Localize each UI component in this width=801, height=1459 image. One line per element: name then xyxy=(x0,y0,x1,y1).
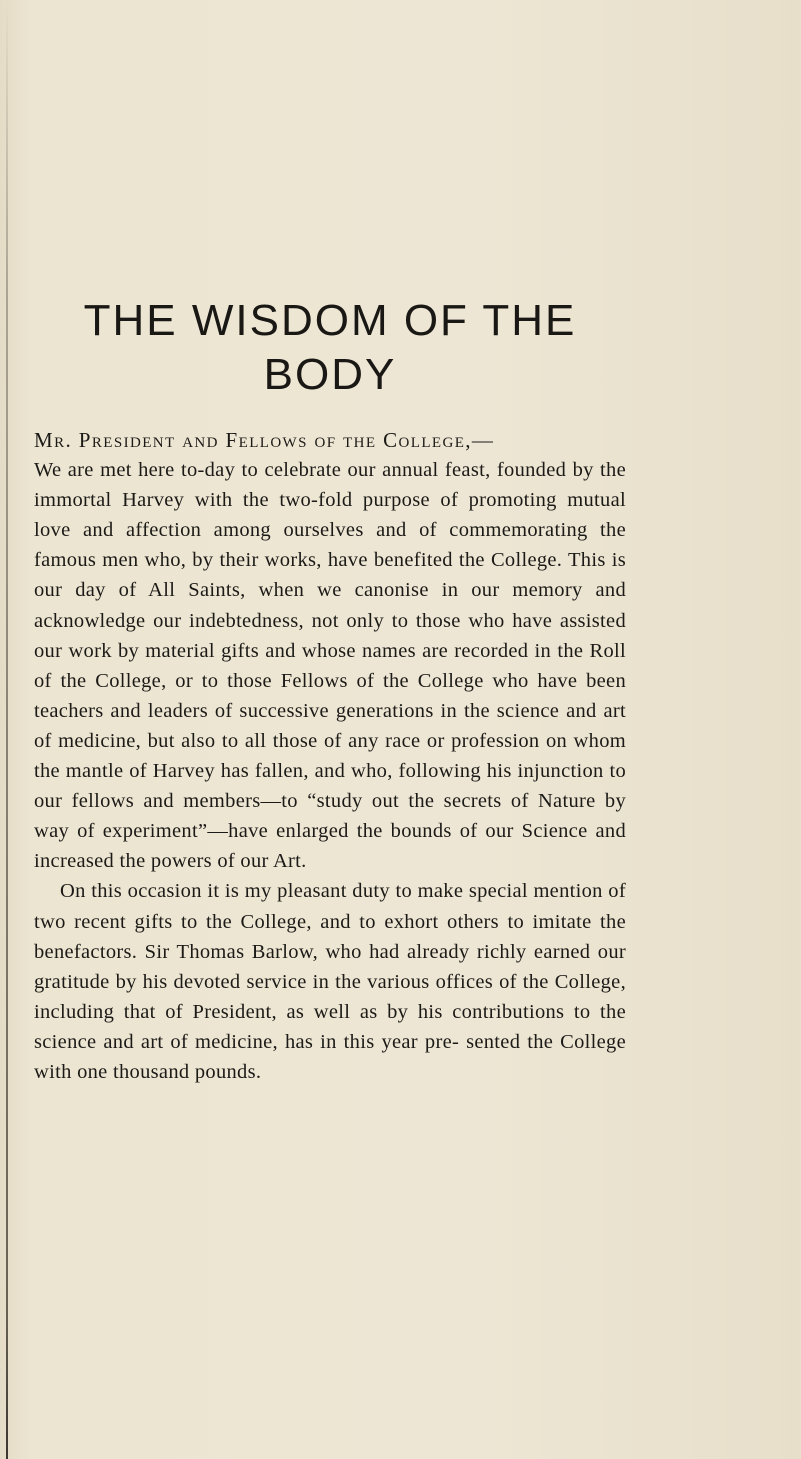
salutation: Mr. President and Fellows of the College,— xyxy=(34,428,495,452)
chapter-title-line-2: BODY xyxy=(263,350,397,399)
paragraph-2: On this occasion it is my pleasant duty to make special mention of two recent gifts to the College, and to exhort others to imitate the benefactors. Sir Thomas Barlow, who had already richly earned our gratitude by his devoted service in the various offices of the College, including that of President, as well as by his contributions to the science and art of medicine, has in this year pre- sented the College with one thousand pounds. xyxy=(34,880,626,1083)
chapter-title-line-1: THE WISDOM OF THE xyxy=(83,296,577,345)
body-text xyxy=(34,425,626,1087)
paragraph-1: We are met here to-day to celebrate our annual feast, founded by the immortal Harvey with the two-fold purpose of promoting mutual love and affection among ourselves and of commemorating the famous men who, by their works, have benefited the College. This is our day of All Saints, when we canonise in our memory and acknowledge our indebtedness, not only to those who have assisted our work by material gifts and whose names are recorded in the Roll of the College, or to those Fellows of the College who have been teachers and leaders of successive generations in the science and art of medicine, but also to all those of any race or profession on whom the mantle of Harvey has fallen, and who, following his injunction to our fellows and members—to “study out the secrets of Nature by way of experiment”—have enlarged the bounds of our Science and increased the powers of our Art. xyxy=(34,459,626,873)
page-gutter-edge xyxy=(6,0,8,1459)
